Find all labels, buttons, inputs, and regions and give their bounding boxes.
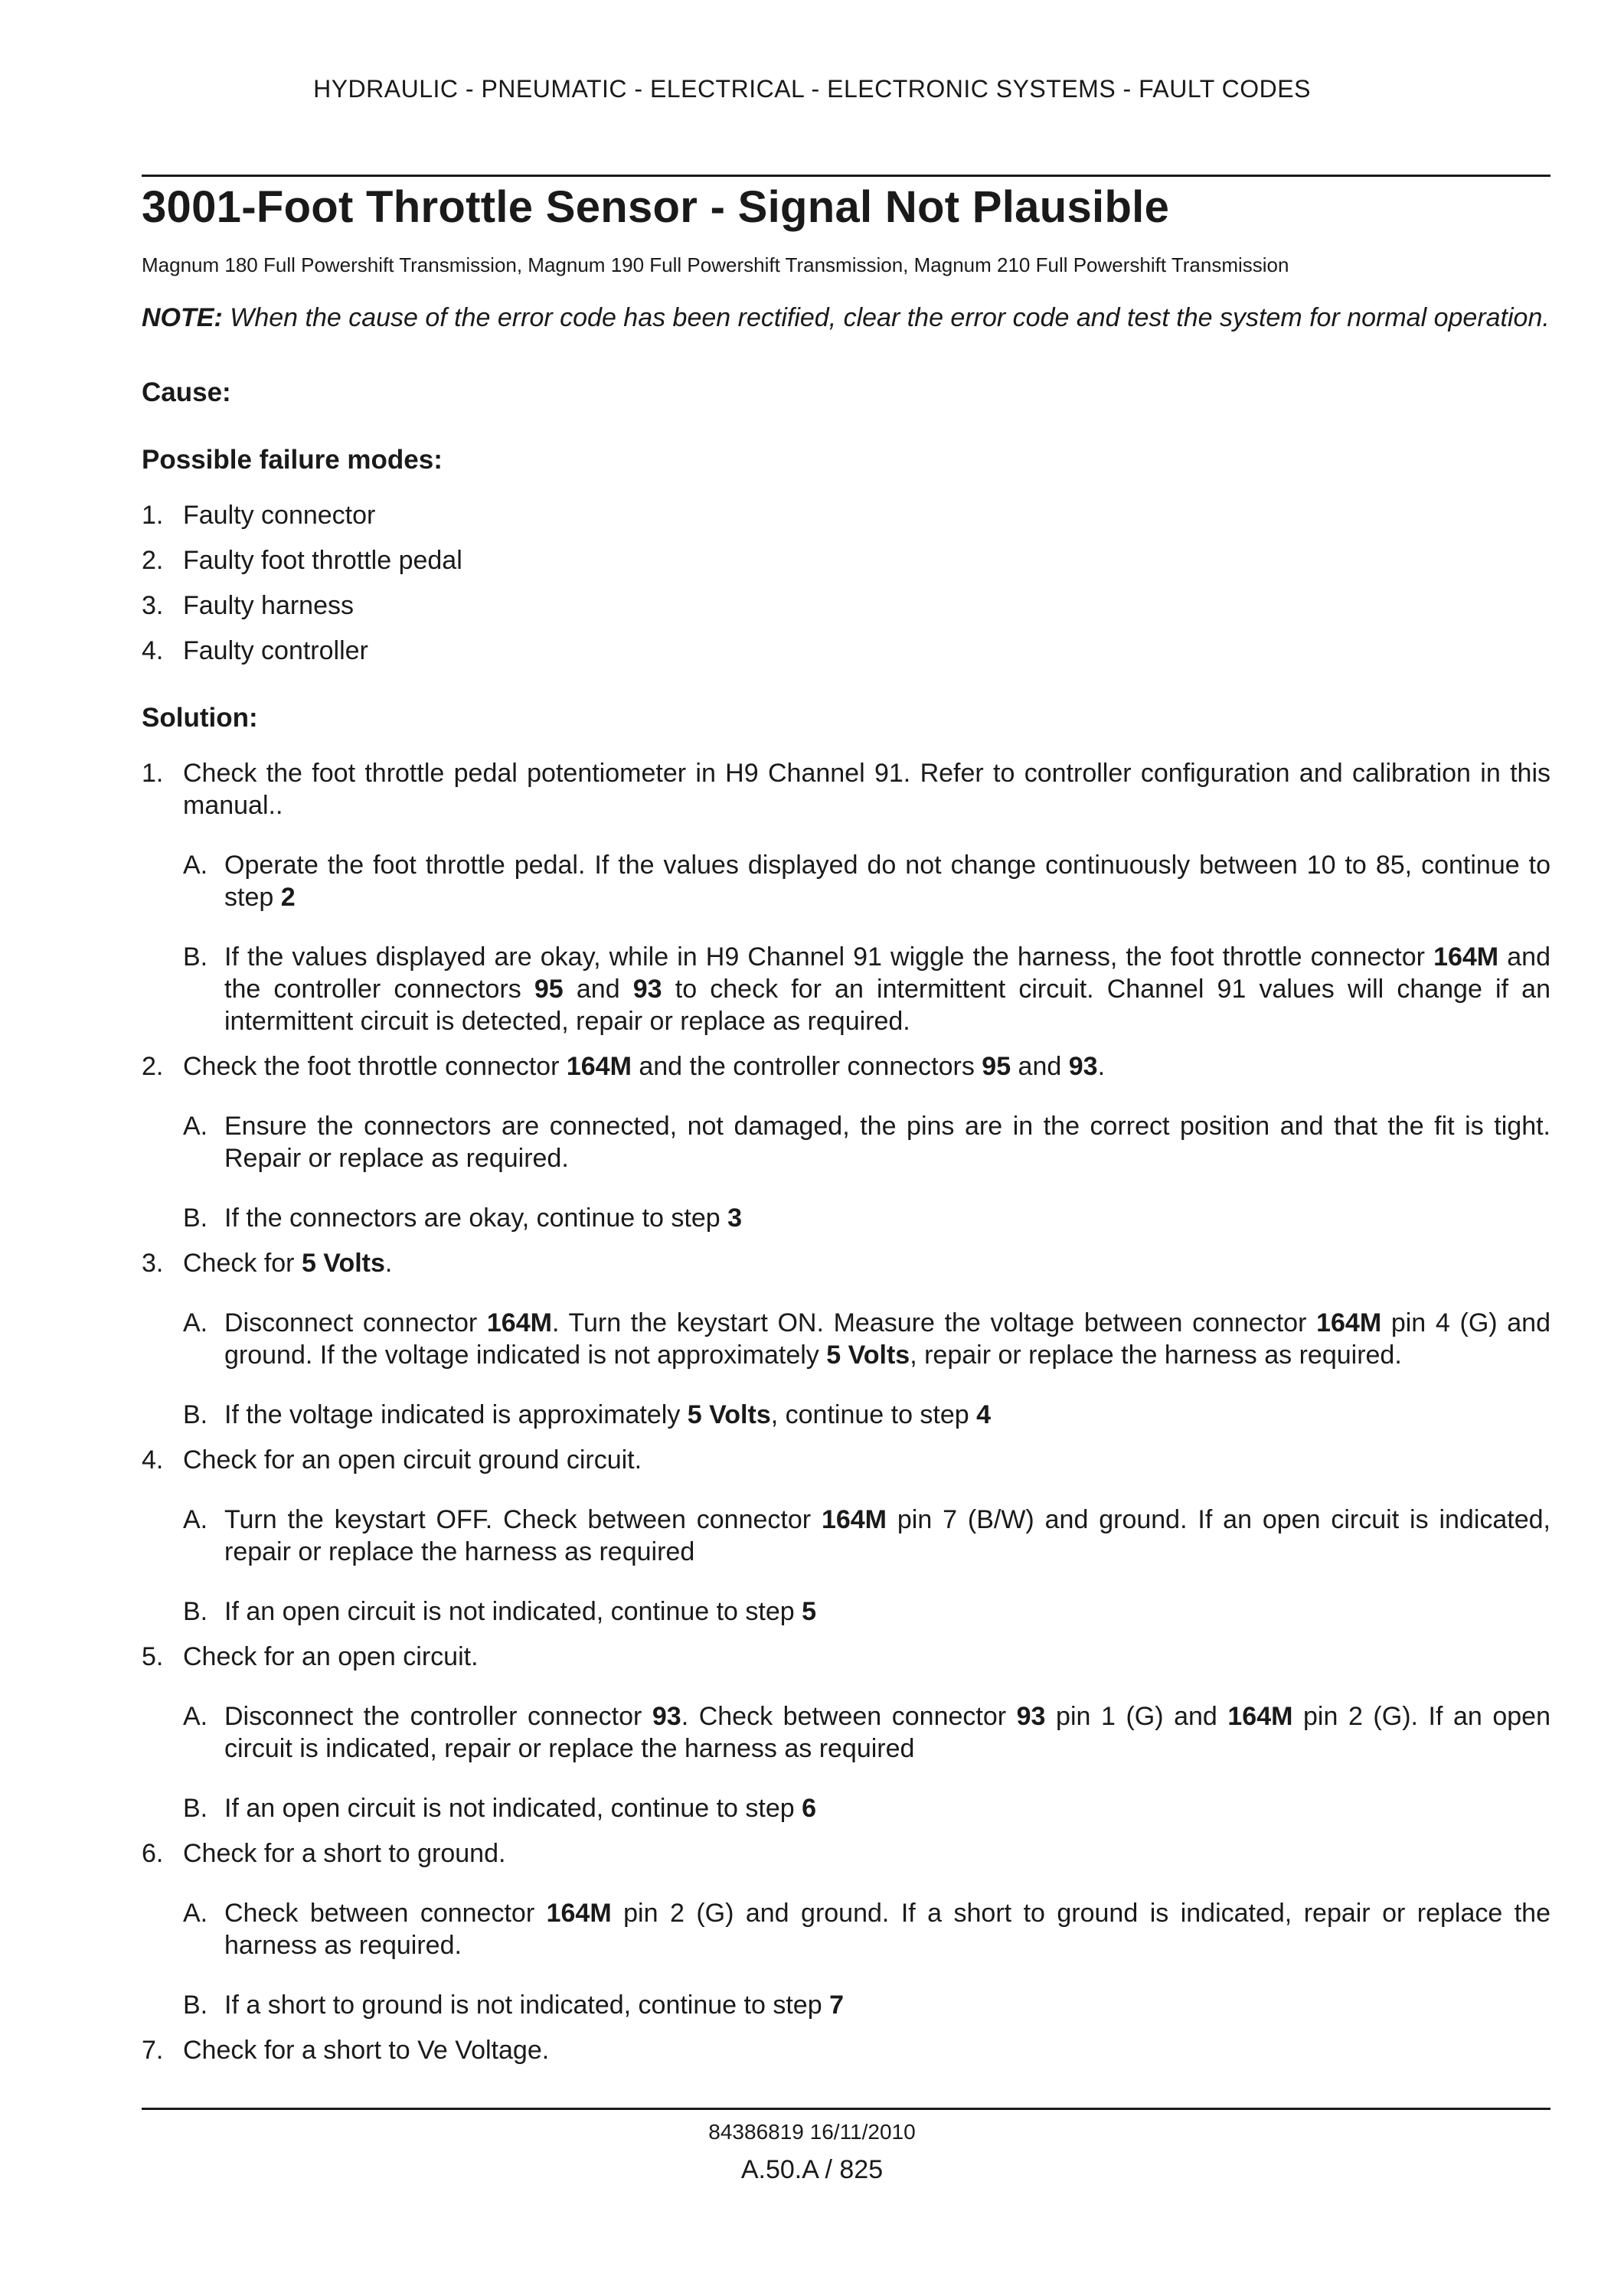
solution-step [142,1837,1550,2021]
sub-step-letter: B. [183,942,208,972]
sub-step-letter: B. [183,1794,208,1823]
sub-step [183,1989,1550,2021]
bold-reference: 164M [566,1052,632,1081]
sub-step [183,1595,1550,1628]
failure-mode-item [142,590,1550,622]
sub-step-letter: B. [183,1991,208,2020]
sub-step-text [224,1110,1550,1174]
bold-reference: 4 [976,1400,992,1429]
solution-step-row [142,1641,1550,1673]
text-run: If an open circuit is not indicated, continue to step [224,1794,802,1823]
sub-step-text [224,1595,1550,1628]
failure-mode-item [142,635,1550,667]
text-run: . Check between connector [681,1702,1017,1731]
text-run: and the controller connectors [631,1052,982,1081]
applies-to-models: Magnum 180 Full Powershift Transmission, Magnum 190 Full Powershift Transmission, Magnum 210 Full Powershift Transmission [142,253,1289,276]
text-run: . [384,1249,393,1278]
failure-modes-heading: Possible failure modes: [142,445,443,475]
sub-step-text [224,1202,1550,1234]
failure-mode-number: 2. [142,546,164,575]
text-run: Check the foot throttle pedal potentiometer in H9 Channel 91. Refer to controller configuration and calibration in this manual.. [183,759,1550,820]
step-number: 7. [142,2036,164,2065]
step-text [183,1247,1550,1279]
sub-step-text [224,1504,1550,1568]
text-run: Check the foot throttle connector [183,1052,567,1081]
page-reference: A.50.A / 825 [740,2155,884,2184]
sub-step-letter: B. [183,1204,208,1233]
sub-step [183,1504,1550,1568]
failure-mode-text: Faulty foot throttle pedal [183,546,462,575]
bold-reference: 164M [486,1308,552,1337]
sub-step-text [224,1989,1550,2021]
bold-reference: 5 Volts [826,1341,910,1370]
text-run: . Turn the keystart ON. Measure the voltage between connector [551,1308,1317,1337]
sub-step-text [224,1307,1550,1371]
step-number: 3. [142,1249,164,1278]
sub-step [183,1399,1550,1431]
failure-modes-list [142,499,1550,667]
text-run: pin 2 (G) and ground. If a short to ground is indicated, repair or replace the harness as required. [224,1899,1551,1960]
sub-step-text [224,1700,1550,1765]
step-text [183,1050,1550,1083]
bold-reference: 3 [727,1204,743,1233]
step-text [183,757,1550,821]
sub-step-letter: A. [183,1112,208,1141]
sub-step [183,1307,1550,1371]
step-number: 1. [142,759,164,788]
bold-reference: 5 Volts [301,1249,385,1278]
solution-step [142,757,1550,1037]
failure-mode-number: 1. [142,501,164,530]
bold-reference: 7 [829,1991,844,2020]
text-run: pin 2 (G). If an open circuit is indicated, repair or replace the harness as required [224,1702,1551,1763]
bold-reference: 93 [632,975,662,1004]
bold-reference: 93 [1068,1052,1098,1081]
bold-reference: 164M [1316,1308,1382,1337]
sub-step-letter: A. [183,1308,208,1337]
step-number: 5. [142,1642,164,1671]
sub-step-text [224,1792,1550,1824]
sub-step-text [224,941,1550,1037]
text-run: If a short to ground is not indicated, continue to step [224,1991,830,2020]
bold-reference: 164M [821,1505,887,1534]
text-run: Check between connector [224,1899,547,1928]
solution-step [142,1247,1550,1431]
bold-reference: 164M [546,1899,612,1928]
solution-step [142,1641,1550,1824]
running-header: HYDRAULIC - PNEUMATIC - ELECTRICAL - ELECTRONIC SYSTEMS - FAULT CODES [313,75,1311,103]
solution-step-row [142,2034,1550,2066]
text-run: Check for a short to ground. [183,1839,506,1868]
sub-step [183,941,1550,1037]
sub-step [183,1897,1550,1961]
sub-step-letter: A. [183,1899,208,1928]
bold-reference: 95 [982,1052,1011,1081]
text-run: pin 4 (G) and ground. If the voltage indicated is not approximately [224,1308,1551,1370]
text-run: Check for [183,1249,302,1278]
solution-heading: Solution: [142,703,258,733]
text-run: Operate the foot throttle pedal. If the values displayed do not change continuously between 10 to 85, continue to step [224,851,1550,912]
step-text [183,1837,1550,1870]
failure-mode-text: Faulty connector [183,501,376,530]
failure-mode-item [142,499,1550,531]
text-run: Check for an open circuit. [183,1642,479,1671]
text-run: Disconnect the controller connector [224,1702,652,1731]
sub-step-text [224,1399,1550,1431]
text-run: If an open circuit is not indicated, continue to step [224,1597,802,1626]
step-number: 4. [142,1445,164,1475]
sub-step [183,1202,1550,1234]
text-run: Check for a short to Ve Voltage. [183,2036,550,2065]
step-number: 6. [142,1839,164,1868]
sub-step-text [224,1897,1550,1961]
text-run: pin 7 (B/W) and ground. If an open circuit is indicated, repair or replace the harness as required [224,1505,1550,1566]
bold-reference: 93 [652,1702,681,1731]
step-text [183,1641,1550,1673]
text-run: pin 1 (G) and [1045,1702,1228,1731]
text-run: and [563,975,633,1004]
failure-mode-number: 3. [142,591,164,620]
bold-reference: 164M [1227,1702,1293,1731]
note-text: When the cause of the error code has been rectified, clear the error code and test the system for normal operation. [222,303,1550,332]
text-run: Ensure the connectors are connected, not damaged, the pins are in the correct position and that the fit is tight. Repair or replace as required. [224,1112,1550,1173]
note-label: NOTE: [142,303,223,332]
text-run: Disconnect connector [224,1308,487,1337]
text-run: to check for an intermittent circuit. Channel 91 values will change if an intermittent circuit is detected, repair or replace as required. [224,975,1550,1036]
page-title: 3001-Foot Throttle Sensor - Signal Not Plausible [142,182,1170,232]
text-run: Turn the keystart OFF. Check between connector [224,1505,822,1534]
text-run: . [1097,1052,1106,1081]
header-rule [142,175,1550,177]
solution-step-row [142,757,1550,821]
bold-reference: 5 [802,1597,817,1626]
solution-step-row [142,1837,1550,1870]
solution-step-row [142,1444,1550,1476]
solution-steps-list [142,757,1550,2066]
bold-reference: 5 Volts [687,1400,771,1429]
text-run: , repair or replace the harness as required. [910,1341,1402,1370]
text-run: Check for an open circuit ground circuit. [183,1445,642,1475]
failure-mode-item [142,544,1550,576]
document-code: 84386819 16/11/2010 [708,2120,916,2144]
sub-step [183,1792,1550,1824]
bold-reference: 164M [1433,942,1499,972]
bold-reference: 95 [534,975,564,1004]
text-run: If the values displayed are okay, while in H9 Channel 91 wiggle the harness, the foot throttle connector [224,942,1434,972]
text-run: and [1011,1052,1069,1081]
page-content [142,181,1550,2066]
failure-mode-number: 4. [142,636,164,665]
bold-reference: 93 [1016,1702,1046,1731]
sub-step [183,1110,1550,1174]
failure-mode-text: Faulty controller [183,636,368,665]
sub-step-letter: A. [183,1702,208,1731]
sub-step [183,1700,1550,1765]
sub-step-text [224,849,1550,913]
step-number: 2. [142,1052,164,1081]
text-run: If the voltage indicated is approximately [224,1400,688,1429]
footer-rule [142,2108,1550,2110]
sub-step-letter: B. [183,1597,208,1626]
text-run: , continue to step [770,1400,977,1429]
solution-step-row [142,1050,1550,1083]
bold-reference: 6 [802,1794,817,1823]
step-text [183,1444,1550,1476]
note-paragraph [142,302,1550,334]
sub-step-letter: A. [183,851,208,880]
step-text [183,2034,1550,2066]
sub-step-letter: B. [183,1400,208,1429]
solution-step [142,2034,1550,2066]
solution-step [142,1444,1550,1628]
solution-step [142,1050,1550,1234]
solution-step-row [142,1247,1550,1279]
cause-heading: Cause: [142,377,231,407]
text-run: If the connectors are okay, continue to step [224,1204,728,1233]
sub-step [183,849,1550,913]
bold-reference: 2 [280,883,296,912]
text-run: and the controller connectors [224,942,1550,1004]
failure-mode-text: Faulty harness [183,591,354,620]
sub-step-letter: A. [183,1505,208,1534]
